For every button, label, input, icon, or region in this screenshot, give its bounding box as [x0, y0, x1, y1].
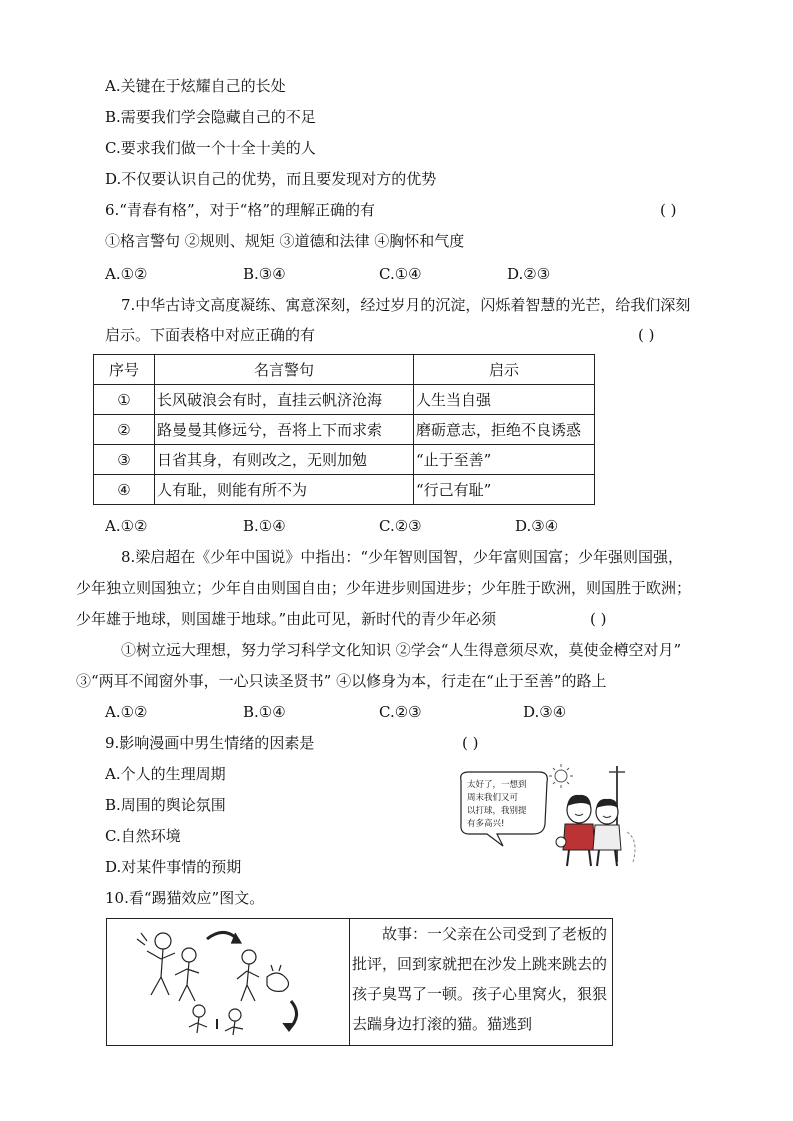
- q9-bubble-line4: 有多高兴!: [467, 819, 505, 829]
- q7-row-num: ②: [94, 415, 155, 445]
- q7-stem-line2: 启示。下面表格中对应正确的有: [105, 326, 316, 344]
- q7-table-header: [94, 355, 595, 385]
- q9-option-b: B.周围的舆论氛围: [105, 796, 226, 814]
- q8-option-b: B.①④: [243, 703, 286, 721]
- q6-option-b: B.③④: [243, 265, 286, 283]
- table-row: [94, 475, 595, 505]
- q10-story: 故事：一父亲在公司受到了老板的批评，回到家就把在沙发上跳来跳去的孩子臭骂了一顿。孩子心里窝火，狠狠去踹身边打滚的猫。猫逃到: [350, 919, 613, 1046]
- q6-items: ①格言警句 ②规则、规矩 ③道德和法律 ④胸怀和气度: [105, 232, 465, 250]
- q7-option-a: A.①②: [105, 517, 148, 535]
- q9-bubble-line3: 以打球，我别提: [467, 806, 527, 816]
- q7-header-insight: 启示: [414, 355, 595, 385]
- q7-stem-line1: 7.中华古诗文高度凝练、寓意深刻，经过岁月的沉淀，闪烁着智慧的光芒，给我们深刻: [121, 296, 691, 314]
- kick-cat-cartoon-icon: [107, 919, 349, 1041]
- q9-bubble-line1: 太好了，一想到: [467, 780, 527, 790]
- q8-items-line1: ①树立远大理想，努力学习科学文化知识 ②学会“人生得意须尽欢，莫使金樽空对月”: [121, 641, 682, 659]
- q7-row-insight: 磨砺意志，拒绝不良诱惑: [414, 415, 595, 445]
- table-row: [94, 385, 595, 415]
- q8-line3: 少年雄于地球，则国雄于地球。”由此可见，新时代的青少年必须: [76, 610, 497, 628]
- q6-option-d: D.②③: [507, 265, 551, 283]
- q9-option-c: C.自然环境: [105, 827, 181, 845]
- table-row: [94, 445, 595, 475]
- q5-option-b: B.需要我们学会隐藏自己的不足: [105, 108, 316, 126]
- q5-option-a: A.关键在于炫耀自己的长处: [105, 77, 286, 95]
- q10-table: [106, 918, 613, 1046]
- q7-row-quote: 长风破浪会有时，直挂云帆济沧海: [155, 385, 414, 415]
- q7-header-num: 序号: [94, 355, 155, 385]
- q7-table: [93, 354, 595, 505]
- q7-row-insight: “止于至善”: [414, 445, 595, 475]
- q7-row-num: ①: [94, 385, 155, 415]
- q9-stem: 9.影响漫画中男生情绪的因素是: [105, 734, 315, 752]
- q7-row-num: ④: [94, 475, 155, 505]
- q7-option-b: B.①④: [243, 517, 286, 535]
- q9-option-d: D.对某件事情的预期: [105, 858, 242, 876]
- q8-option-d: D.③④: [523, 703, 567, 721]
- q6-stem: 6.“青春有格”，对于“格”的理解正确的有: [105, 201, 375, 219]
- q7-row-quote: 路曼曼其修远兮，吾将上下而求索: [155, 415, 414, 445]
- q5-option-c: C.要求我们做一个十全十美的人: [105, 139, 316, 157]
- q10-stem: 10.看“踢猫效应”图文。: [105, 889, 265, 907]
- q8-line1: 8.梁启超在《少年中国说》中指出：“少年智则国智，少年富则国富；少年强则国强，: [121, 548, 683, 566]
- q7-option-d: D.③④: [515, 517, 559, 535]
- q6-option-c: C.①④: [379, 265, 422, 283]
- q7-row-insight: 人生当自强: [414, 385, 595, 415]
- boys-cartoon-icon: [457, 762, 647, 872]
- q7-row-num: ③: [94, 445, 155, 475]
- q7-option-c: C.②③: [379, 517, 422, 535]
- q9-cartoon: [457, 762, 647, 872]
- q6-option-a: A.①②: [105, 265, 148, 283]
- q9-bubble-line2: 周末我们又可: [467, 793, 519, 803]
- q8-option-a: A.①②: [105, 703, 148, 721]
- q7-row-insight: “行己有耻”: [414, 475, 595, 505]
- q7-row-quote: 日省其身，有则改之，无则加勉: [155, 445, 414, 475]
- q8-option-c: C.②③: [379, 703, 422, 721]
- q5-option-d: D.不仅要认识自己的优势，而且要发现对方的优势: [105, 170, 437, 188]
- q10-illustration-cell: [107, 919, 350, 1046]
- q7-answer-paren: ( ): [638, 326, 655, 344]
- q9-option-a: A.个人的生理周期: [105, 765, 226, 783]
- q6-answer-paren: ( ): [660, 201, 677, 219]
- q8-items-line2: ③“两耳不闻窗外事，一心只读圣贤书” ④以修身为本，行走在“止于至善”的路上: [76, 672, 607, 690]
- q8-line2: 少年独立则国独立；少年自由则国自由；少年进步则国进步；少年胜于欧洲，则国胜于欧洲；: [76, 579, 692, 597]
- q8-answer-paren: ( ): [590, 610, 607, 628]
- q7-header-quote: 名言警句: [155, 355, 414, 385]
- q9-answer-paren: ( ): [462, 734, 479, 752]
- table-row: [94, 415, 595, 445]
- q7-row-quote: 人有耻，则能有所不为: [155, 475, 414, 505]
